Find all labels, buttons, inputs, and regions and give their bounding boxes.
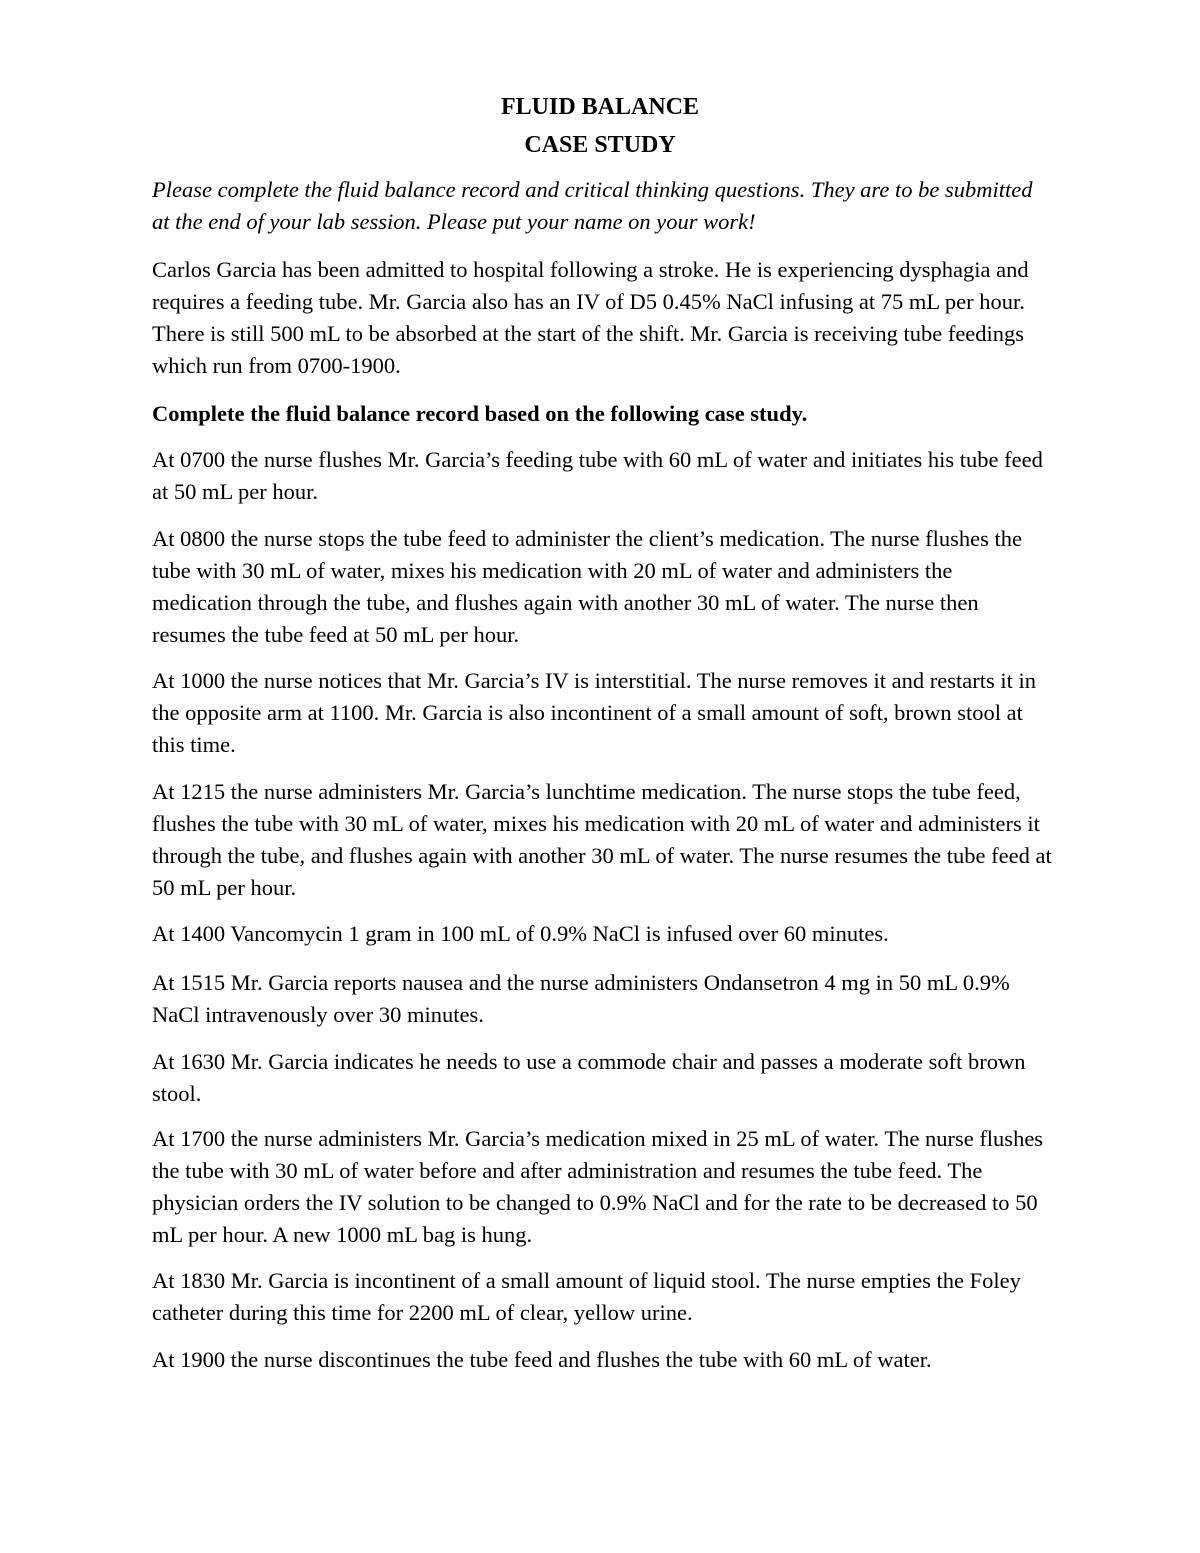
event-1000-paragraph: At 1000 the nurse notices that Mr. Garcia’s IV is interstitial. The nurse removes it and restarts it in the opposite arm at 1100. Mr. Garcia is also incontinent of a small amount of soft, brown stool at this time. — [152, 668, 1036, 757]
event-1900-paragraph: At 1900 the nurse discontinues the tube feed and flushes the tube with 60 mL of water. — [152, 1347, 932, 1372]
title-line-2: CASE STUDY — [524, 132, 676, 158]
event-1400-paragraph: At 1400 Vancomycin 1 gram in 100 mL of 0.9% NaCl is infused over 60 minutes. — [152, 921, 889, 946]
event-1700-paragraph: At 1700 the nurse administers Mr. Garcia’s medication mixed in 25 mL of water. The nurse flushes the tube with 30 mL of water before and after administration and resumes the tube feed. The physician orders the IV solution to be changed to 0.9% NaCl and for the rate to be decreased to 50 mL per hour. A new 1000 mL bag is hung. — [152, 1126, 1044, 1247]
event-1215-paragraph: At 1215 the nurse administers Mr. Garcia’s lunchtime medication. The nurse stops the tube feed, flushes the tube with 30 mL of water, mixes his medication with 20 mL of water and administers it through the tube, and flushes again with another 30 mL of water. The nurse resumes the tube feed at 50 mL per hour. — [152, 779, 1052, 900]
intro-paragraph: Carlos Garcia has been admitted to hospital following a stroke. He is experiencing dysphagia and requires a feeding tube. Mr. Garcia also has an IV of D5 0.45% NaCl infusing at 75 mL per hour. There is still 500 mL to be absorbed at the start of the shift. Mr. Garcia is receiving tube feedings which run from 0700-1900. — [152, 257, 1029, 378]
instructions-paragraph: Please complete the fluid balance record and critical thinking questions. They are to be submitted at the end of your lab session. Please put your name on your work! — [152, 177, 1033, 234]
event-0700-paragraph: At 0700 the nurse flushes Mr. Garcia’s feeding tube with 60 mL of water and initiates his tube feed at 50 mL per hour. — [152, 447, 1043, 504]
event-0800-paragraph: At 0800 the nurse stops the tube feed to administer the client’s medication. The nurse flushes the tube with 30 mL of water, mixes his medication with 20 mL of water and administers the medication through the tube, and flushes again with another 30 mL of water. The nurse then resumes the tube feed at 50 mL per hour. — [152, 526, 1023, 647]
event-1515-paragraph: At 1515 Mr. Garcia reports nausea and the nurse administers Ondansetron 4 mg in 50 mL 0.9% NaCl intravenously over 30 minutes. — [152, 970, 1010, 1027]
task-heading: Complete the fluid balance record based on the following case study. — [152, 401, 808, 426]
event-1630-paragraph: At 1630 Mr. Garcia indicates he needs to use a commode chair and passes a moderate soft brown stool. — [152, 1049, 1026, 1106]
event-1830-paragraph: At 1830 Mr. Garcia is incontinent of a small amount of liquid stool. The nurse empties the Foley catheter during this time for 2200 mL of clear, yellow urine. — [152, 1268, 1021, 1325]
title-line-1: FLUID BALANCE — [500, 94, 700, 120]
